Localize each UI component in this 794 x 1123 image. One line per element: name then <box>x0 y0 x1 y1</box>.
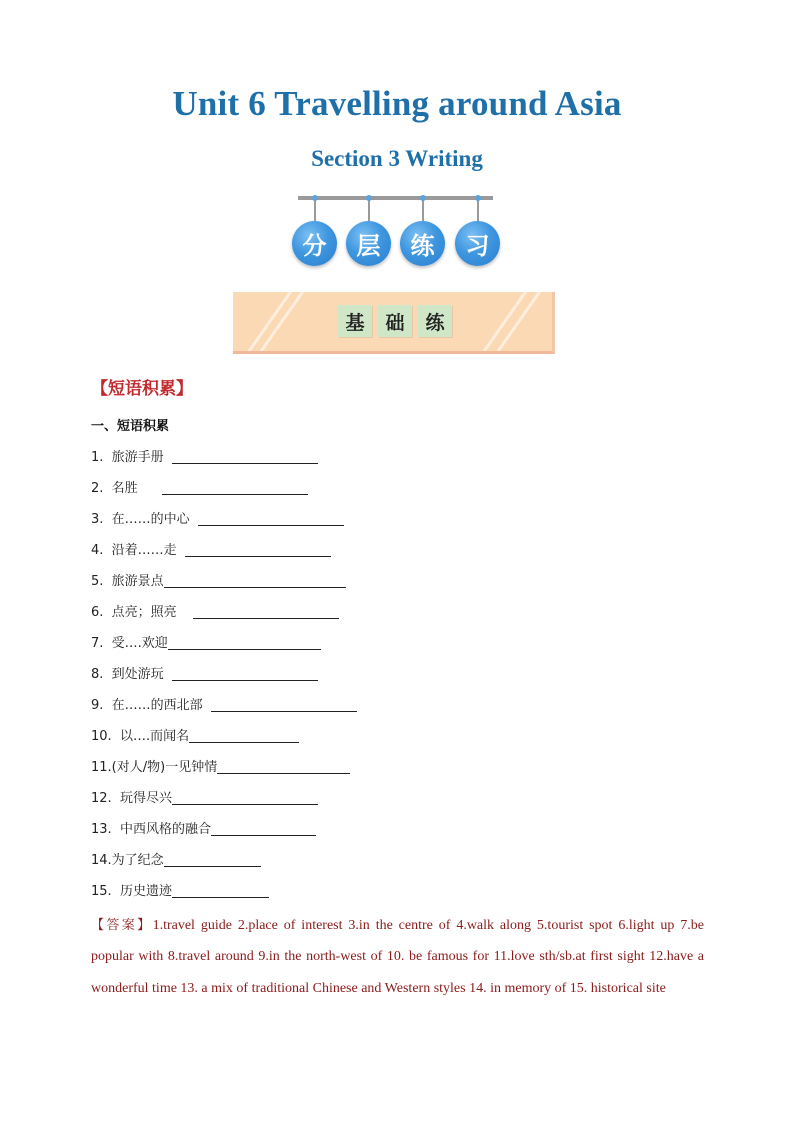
banner-stripe <box>469 292 540 354</box>
answer-blank[interactable] <box>164 573 346 588</box>
banner-char: 础 <box>378 305 412 337</box>
phrase-item <box>91 782 711 813</box>
logo-dot <box>312 195 318 201</box>
section-heading: 【短语积累】 <box>91 379 193 399</box>
answer-blank[interactable] <box>185 542 331 557</box>
phrase-item <box>91 720 711 751</box>
answer-blank[interactable] <box>172 883 269 898</box>
phrase-prompt: 14.为了纪念 <box>91 853 164 868</box>
logo-circle: 练 <box>400 221 445 266</box>
answer-blank[interactable] <box>189 728 299 743</box>
phrase-item <box>91 565 711 596</box>
phrase-prompt: 6. 点亮；照亮 <box>91 605 194 620</box>
logo-circle: 分 <box>292 221 337 266</box>
phrase-prompt: 5. 旅游景点 <box>91 574 164 589</box>
phrase-prompt: 4. 沿着……走 <box>91 543 185 558</box>
phrase-item <box>91 534 711 565</box>
logo-connector <box>477 199 479 221</box>
answer-label: 【答案】 <box>91 918 153 933</box>
banner-stripe <box>239 292 310 354</box>
phrase-item <box>91 751 711 782</box>
logo-dot <box>366 195 372 201</box>
phrase-prompt: 12. 玩得尽兴 <box>91 791 172 806</box>
banner-char: 练 <box>418 305 452 337</box>
answer-blank[interactable] <box>198 511 344 526</box>
page-title: Unit 6 Travelling around Asia <box>172 84 622 123</box>
answer-blank[interactable] <box>217 759 350 774</box>
phrase-prompt: 15. 历史遗迹 <box>91 884 172 899</box>
logo-bar <box>298 196 493 200</box>
phrase-item <box>91 627 711 658</box>
answer-blank[interactable] <box>168 635 321 650</box>
answer-blank[interactable] <box>172 666 318 681</box>
banner-chars <box>338 305 452 337</box>
phrase-prompt: 7. 受….欢迎 <box>91 636 168 651</box>
answer-blank[interactable] <box>162 480 308 495</box>
phrase-prompt: 3. 在……的中心 <box>91 512 198 527</box>
answer-blank[interactable] <box>211 821 316 836</box>
phrase-prompt: 10. 以….而闻名 <box>91 729 190 744</box>
logo-connector <box>422 199 424 221</box>
answer-text: 1.travel guide 2.place of interest 3.in the centre of 4.walk along 5.tourist spot 6.light up 7.be popular with 8.travel around 9.in the north-west of 10. be famous for 11.love sth/sb.at first sight 12.have a wonderful time 13. a mix of traditional Chinese and Western styles 14. in memory of 15. historical site <box>91 918 704 996</box>
phrase-item <box>91 503 711 534</box>
banner-char: 基 <box>338 305 372 337</box>
answer-blank[interactable] <box>164 852 261 867</box>
phrase-item <box>91 844 711 875</box>
phrase-item <box>91 813 711 844</box>
logo-connector <box>314 199 316 221</box>
phrase-item <box>91 596 711 627</box>
phrase-item <box>91 441 711 472</box>
answer-blank[interactable] <box>193 604 339 619</box>
phrase-item <box>91 875 711 906</box>
phrase-list <box>91 441 711 906</box>
phrase-item <box>91 472 711 503</box>
phrase-prompt: 11.(对人/物)一见钟情 <box>91 760 218 775</box>
logo-circle: 层 <box>346 221 391 266</box>
logo-dot <box>420 195 426 201</box>
answer-blank[interactable] <box>172 449 318 464</box>
phrase-prompt: 8. 到处游玩 <box>91 667 172 682</box>
phrase-item <box>91 689 711 720</box>
page-subtitle: Section 3 Writing <box>311 146 483 171</box>
answer-block <box>91 910 704 1004</box>
phrase-prompt: 9. 在……的西北部 <box>91 698 211 713</box>
phrase-prompt: 1. 旅游手册 <box>91 450 172 465</box>
answer-blank[interactable] <box>172 790 318 805</box>
exercise-title: 一、短语积累 <box>91 419 170 434</box>
phrase-item <box>91 658 711 689</box>
logo-circle: 习 <box>455 221 500 266</box>
logo-dot <box>475 195 481 201</box>
level-banner <box>233 292 555 354</box>
phrase-prompt: 13. 中西风格的融合 <box>91 822 211 837</box>
answer-blank[interactable] <box>211 697 357 712</box>
phrase-prompt: 2. 名胜 <box>91 481 163 496</box>
logo-connector <box>368 199 370 221</box>
